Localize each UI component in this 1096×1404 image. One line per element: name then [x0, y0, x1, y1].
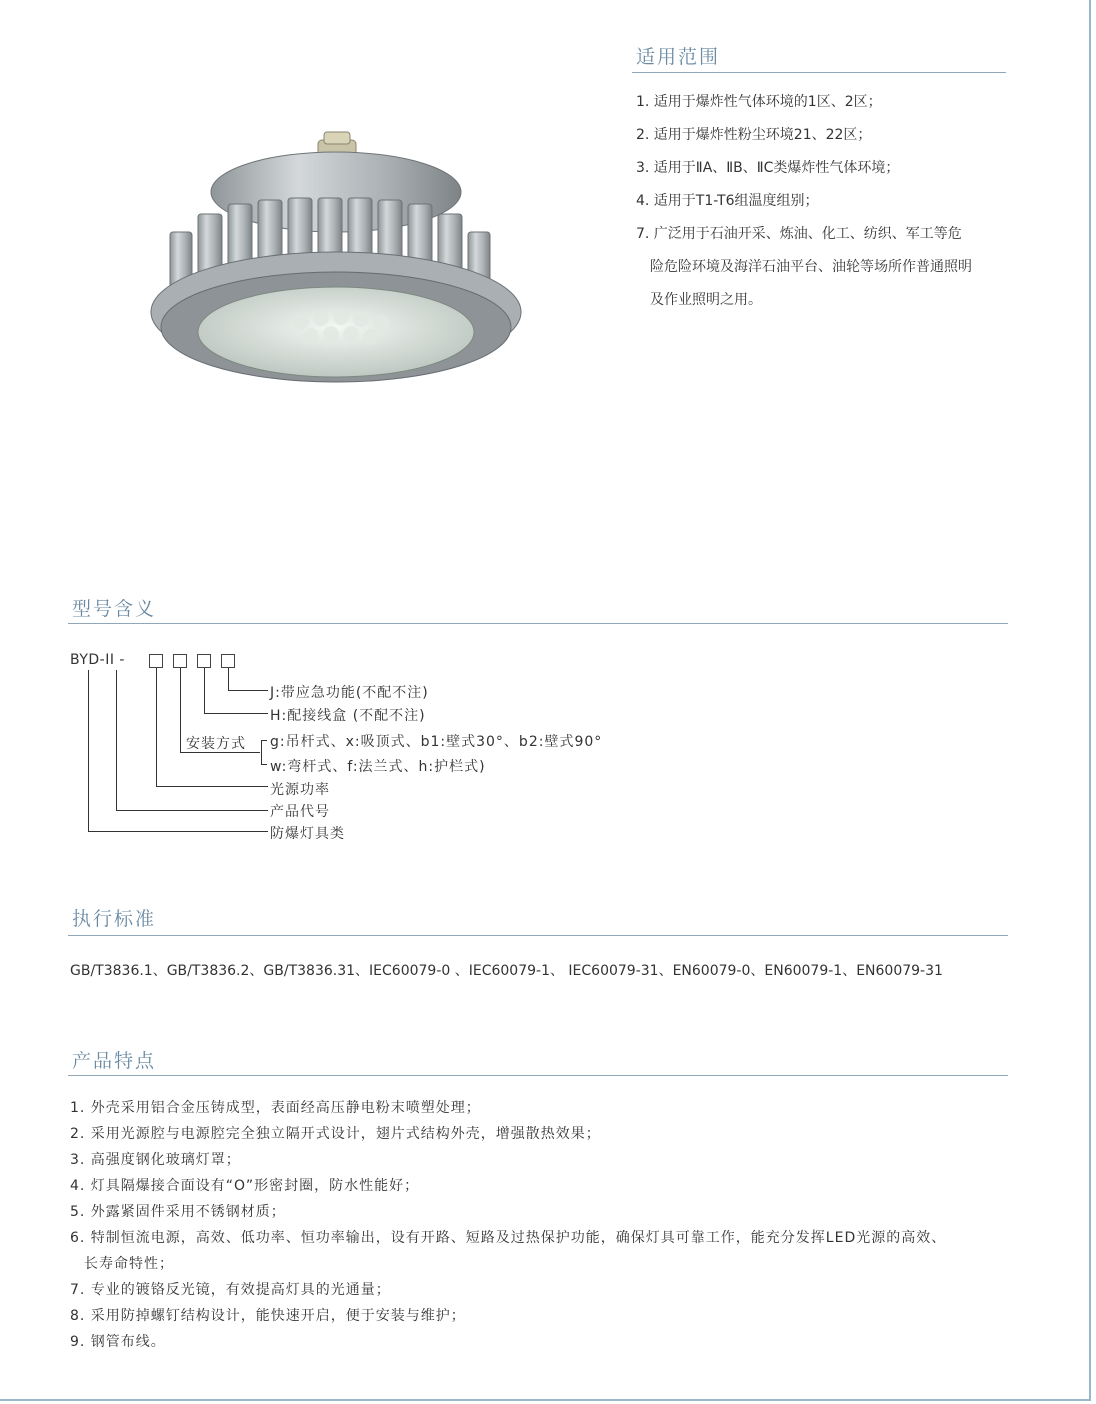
label-install-a: g:吊杆式、x:吸顶式、b1:壁式30°、b2:壁式90° — [270, 734, 603, 750]
leader-line — [88, 670, 89, 831]
label-h: H:配接线盒 (不配不注) — [270, 708, 426, 724]
label-code: 产品代号 — [270, 804, 330, 820]
leader-line — [156, 668, 157, 786]
label-category: 防爆灯具类 — [270, 826, 345, 842]
feature-item: 3. 高强度钢化玻璃灯罩； — [70, 1152, 241, 1168]
leader-line — [228, 690, 268, 691]
leader-line — [228, 668, 229, 690]
feature-item: 4. 灯具隔爆接合面设有“O”形密封圈，防水性能好； — [70, 1178, 420, 1194]
leader-line — [88, 831, 268, 832]
leader-line — [116, 670, 117, 810]
model-diagram — [0, 0, 700, 850]
install-bracket — [261, 740, 262, 764]
scope-item: 4. 适用于T1-T6组温度组别； — [636, 193, 819, 209]
feature-item: 1. 外壳采用铝合金压铸成型，表面经高压静电粉末喷塑处理； — [70, 1100, 481, 1116]
section-rule-features — [68, 1075, 1008, 1076]
label-install-name: 安装方式 — [186, 736, 246, 752]
section-title-scope: 适用范围 — [636, 46, 721, 68]
section-title-features: 产品特点 — [72, 1050, 157, 1072]
model-prefix: BYD-II - — [70, 652, 125, 668]
leader-line — [180, 668, 181, 752]
scope-item: 3. 适用于ⅡA、ⅡB、ⅡC类爆炸性气体环境； — [636, 160, 900, 176]
feature-item: 5. 外露紧固件采用不锈钢材质； — [70, 1204, 286, 1220]
scope-item: 7. 广泛用于石油开采、炼油、化工、纺织、军工等危 — [636, 226, 962, 242]
install-bracket — [261, 740, 267, 741]
feature-item: 8. 采用防掉螺钉结构设计，能快速开启，便于安装与维护； — [70, 1308, 466, 1324]
model-box-h — [197, 654, 211, 668]
install-bracket — [261, 764, 267, 765]
feature-item: 9. 钢管布线。 — [70, 1334, 166, 1350]
leader-line — [116, 810, 268, 811]
model-box-j — [221, 654, 235, 668]
feature-item-continuation: 长寿命特性； — [84, 1256, 174, 1272]
leader-line — [204, 713, 268, 714]
leader-line — [156, 786, 268, 787]
scope-item: 2. 适用于爆炸性粉尘环境21、22区； — [636, 127, 872, 143]
section-title-standard: 执行标准 — [72, 908, 157, 930]
scope-item: 1. 适用于爆炸性气体环境的1区、2区； — [636, 94, 882, 110]
leader-line — [204, 668, 205, 713]
label-j: J:带应急功能(不配不注) — [270, 685, 429, 701]
feature-item: 6. 特制恒流电源，高效、低功率、恒功率输出，设有开路、短路及过热保护功能，确保灯具可靠工作，能充分发挥LED光源的高效、 — [70, 1230, 947, 1246]
label-install-b: w:弯杆式、f:法兰式、h:护栏式) — [270, 759, 486, 775]
section-rule-standard — [68, 935, 1008, 936]
standard-text: GB/T3836.1、GB/T3836.2、GB/T3836.31、IEC60079-0 、IEC60079-1、 IEC60079-31、EN60079-0、EN60079-1、EN60079-31 — [70, 963, 943, 979]
feature-list — [70, 1095, 1050, 1355]
model-box-install — [173, 654, 187, 668]
feature-item: 7. 专业的镀铬反光镜，有效提高灯具的光通量； — [70, 1282, 391, 1298]
feature-item: 2. 采用光源腔与电源腔完全独立隔开式设计，翅片式结构外壳，增强散热效果； — [70, 1126, 601, 1142]
scope-item-continuation: 险危险环境及海洋石油平台、油轮等场所作普通照明 — [650, 259, 972, 275]
model-box-power — [149, 654, 163, 668]
label-power: 光源功率 — [270, 782, 330, 798]
scope-item-continuation: 及作业照明之用。 — [650, 292, 762, 308]
section-title-model: 型号含义 — [72, 598, 157, 620]
